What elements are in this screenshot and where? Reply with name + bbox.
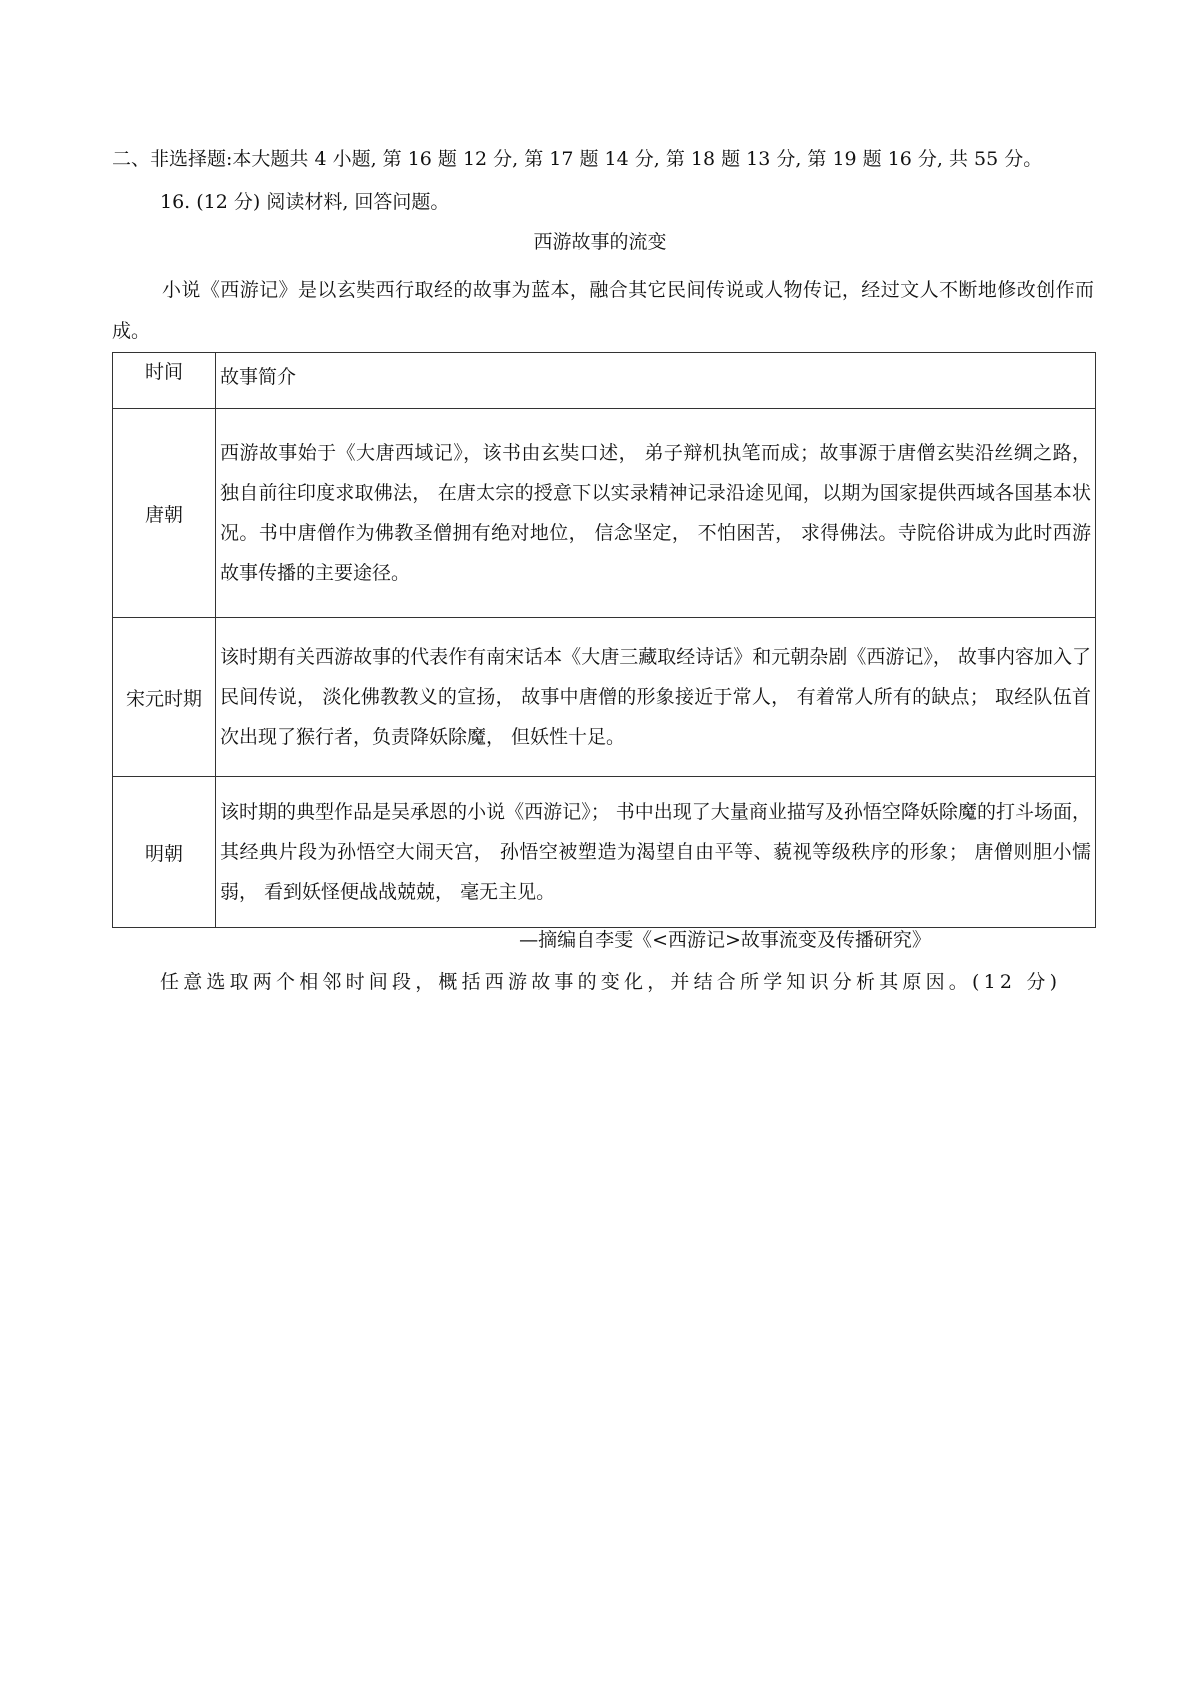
summary-text: 该时期的典型作品是吴承恩的小说《西游记》； 书中出现了大量商业描写及孙悟空降妖除魔的打斗场面， 其经典片段为孙悟空大闹天宫， 孙悟空被塑造为渴望自由平等、藐视等级秩序的形象； 唐僧则胆小懦弱， 看到妖怪便战战兢兢， 毫无主见。 (220, 801, 1091, 903)
section-heading: 二、非选择题:本大题共 4 小题, 第 16 题 12 分, 第 17 题 14 分, 第 18 题 13 分, 第 19 题 16 分, 共 55 分。 (112, 148, 1043, 170)
period-cell: 明朝 (113, 777, 216, 928)
summary-cell (216, 618, 1096, 777)
period-cell: 宋元时期 (113, 618, 216, 777)
question-number-heading: 16. (12 分) 阅读材料, 回答问题。 (160, 191, 450, 213)
table-row (113, 777, 1096, 928)
header-period-label: 时间 (144, 361, 183, 383)
summary-text: 该时期有关西游故事的代表作有南宋话本《大唐三藏取经诗话》和元朝杂剧《西游记》， 故事内容加入了民间传说， 淡化佛教教义的宣扬， 故事中唐僧的形象接近于常人， 有着常人所有的缺点； 取经队伍首次出现了猴行者，负责降妖除魔， 但妖性十足。 (220, 646, 1091, 748)
summary-cell (216, 409, 1096, 618)
question-task: 任意选取两个相邻时间段，概括西游故事的变化，并结合所学知识分析其原因。(12 分) (160, 971, 1062, 993)
header-cell-period (113, 353, 216, 409)
material-intro: 小说《西游记》是以玄奘西行取经的故事为蓝本，融合其它民间传说或人物传记，经过文人不断地修改创作而成。 (112, 279, 1094, 342)
material-source-citation: —摘编自李雯《<西游记>故事流变及传播研究》 (519, 929, 931, 951)
summary-text: 西游故事始于《大唐西域记》，该书由玄奘口述， 弟子辩机执笔而成；故事源于唐僧玄奘沿丝绸之路， 独自前往印度求取佛法， 在唐太宗的授意下以实录精神记录沿途见闻，以期为国家提供西域各国基本状况。书中唐僧作为佛教圣僧拥有绝对地位， 信念坚定， 不怕困苦， 求得佛法。寺院俗讲成为此时西游故事传播的主要途径。 (220, 442, 1091, 584)
material-title: 西游故事的流变 (533, 231, 667, 253)
header-cell-summary (216, 353, 1096, 409)
table-row (113, 409, 1096, 618)
header-summary-label: 故事简介 (220, 366, 297, 388)
period-cell: 唐朝 (113, 409, 216, 618)
table-header-row (113, 353, 1096, 409)
table-row (113, 618, 1096, 777)
story-evolution-table (112, 352, 1096, 928)
summary-cell (216, 777, 1096, 928)
